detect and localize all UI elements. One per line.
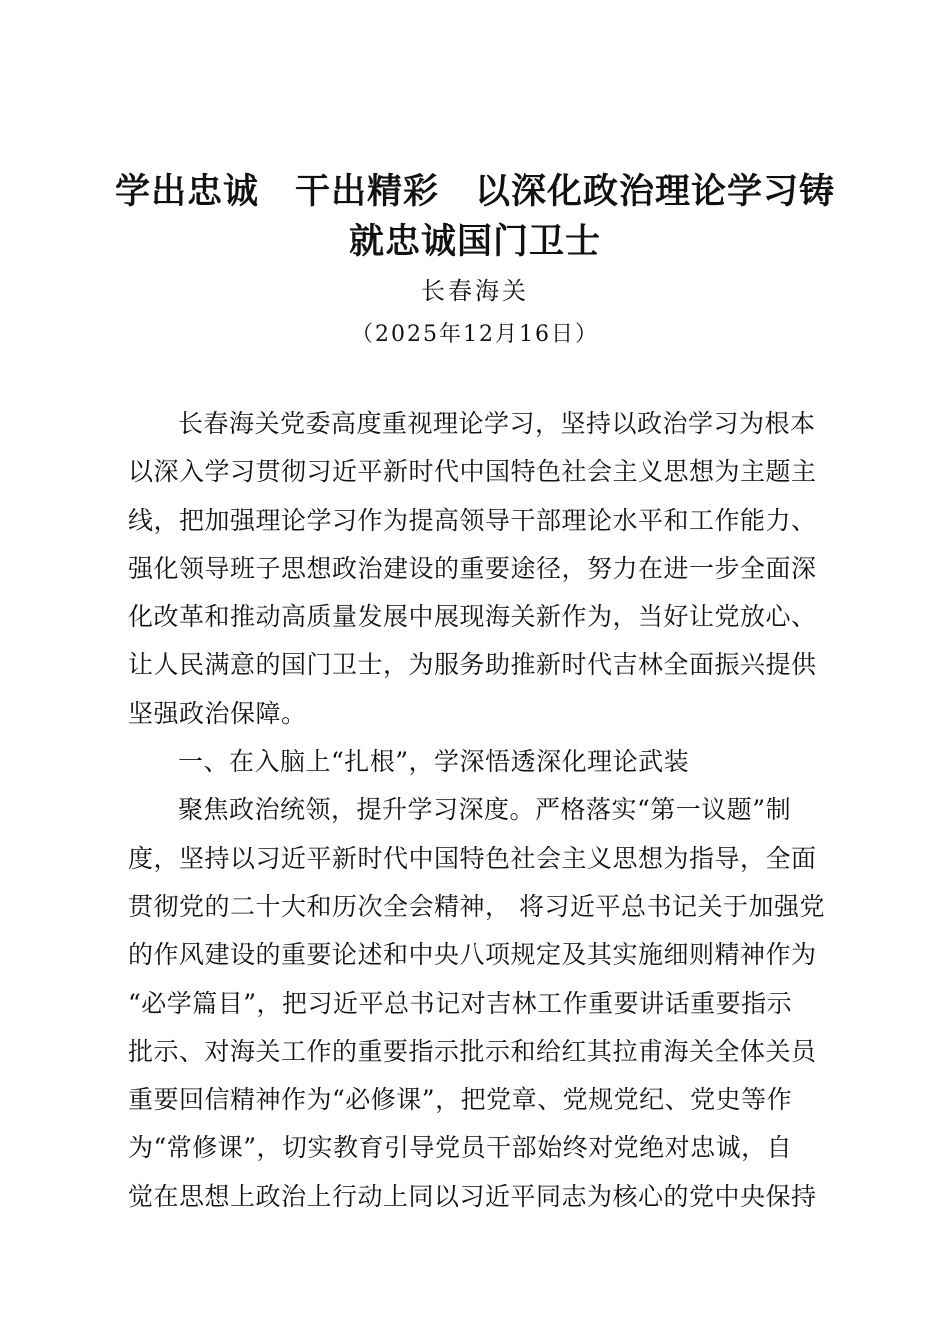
document-body — [128, 400, 828, 1221]
paragraph-2-line: 为“常修课”，切实教育引导党员干部始终对党绝对忠诚，自 — [128, 1133, 793, 1163]
paragraph-1-line: 化改革和推动高质量发展中展现海关新作为，当好让党放心、 — [128, 602, 817, 632]
paragraph-2-line: 贯彻党的二十大和历次全会精神， 将习近平总书记关于加强党 — [128, 891, 825, 921]
paragraph-2-line: 觉在思想上政治上行动上同以习近平同志为核心的党中央保持 — [128, 1181, 817, 1211]
paragraph-1-line: 以深入学习贯彻习近平新时代中国特色社会主义思想为主题主 — [128, 457, 817, 487]
paragraph-1-line: 长春海关党委高度重视理论学习，坚持以政治学习为根本 — [178, 409, 816, 438]
paragraph-1-line: 让人民满意的国门卫士，为服务助推新时代吉林全面振兴提供 — [128, 650, 817, 680]
paragraph-1-line: 强化领导班子思想政治建设的重要途径，努力在进一步全面深 — [128, 553, 817, 583]
document-author: 长春海关 — [421, 277, 529, 305]
paragraph-2-line: “必学篇目”，把习近平总书记对吉林工作重要讲话重要指示 — [128, 988, 793, 1018]
document-title-line-2: 就忠诚国门卫士 — [348, 222, 601, 262]
paragraph-2-line: 度，坚持以习近平新时代中国特色社会主义思想为指导，全面 — [128, 843, 817, 873]
paragraph-1-line: 线，把加强理论学习作为提高领导干部理论水平和工作能力、 — [128, 505, 817, 535]
document-date: （2025年12月16日） — [351, 322, 599, 347]
section-heading-1: 一、在入脑上“扎根”，学深悟透深化理论武装 — [178, 747, 690, 777]
paragraph-2-line: 的作风建设的重要论述和中央八项规定及其实施细则精神作为 — [128, 940, 817, 970]
paragraph-2-line: 批示、对海关工作的重要指示批示和给红其拉甫海关全体关员 — [128, 1036, 817, 1066]
document-title-line-1: 学出忠诚 干出精彩 以深化政治理论学习铸 — [114, 172, 835, 212]
paragraph-2-line: 聚焦政治统领，提升学习深度。严格落实“第一议题”制 — [178, 795, 792, 825]
paragraph-1-line: 坚强政治保障。 — [128, 698, 307, 728]
paragraph-2-line: 重要回信精神作为“必修课”，把党章、党规党纪、党史等作 — [128, 1085, 793, 1115]
